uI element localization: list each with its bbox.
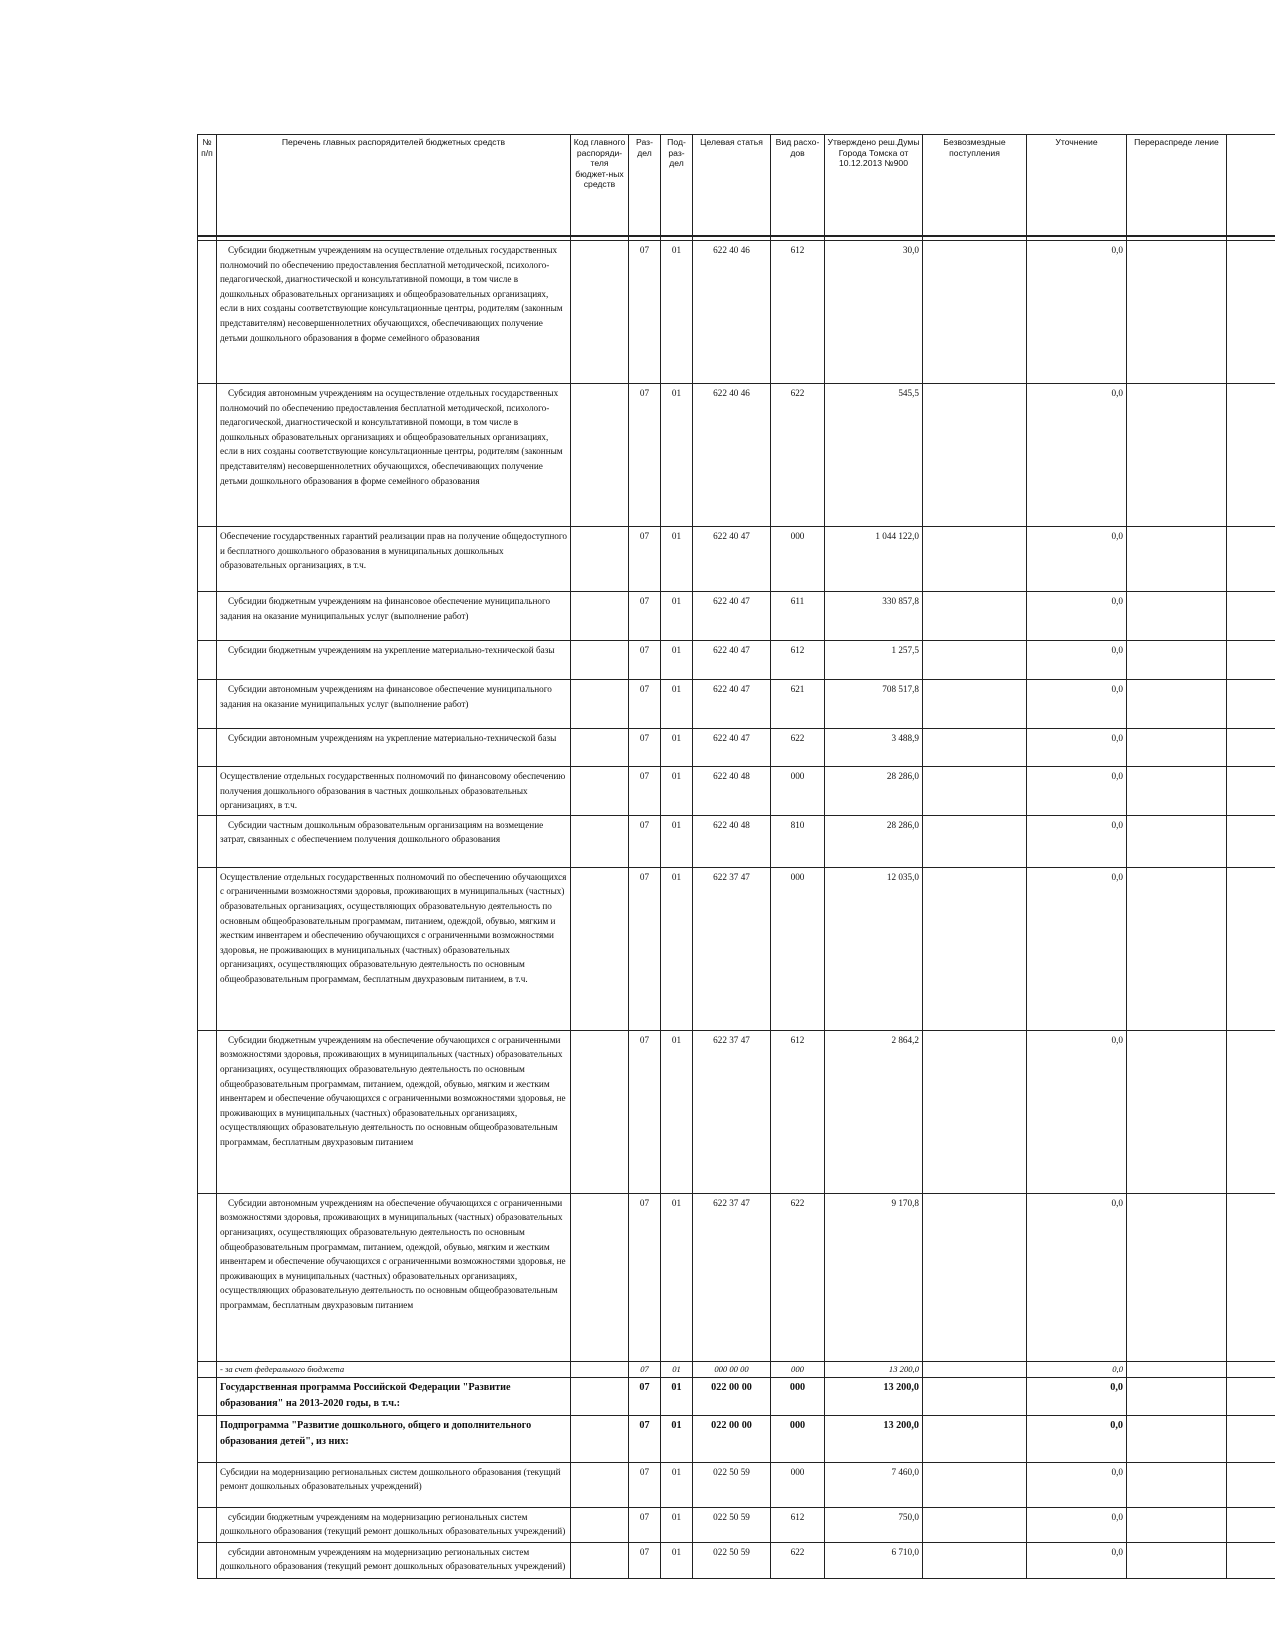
cell-redistrib [1127,1542,1227,1578]
cell-section: 07 [629,1193,661,1361]
cell-section: 07 [629,680,661,729]
table-row [198,867,1275,1030]
cell-code [571,680,629,729]
cell-approved: 6 710,0 [825,1542,923,1578]
cell-num [198,767,217,816]
cell-name: Осуществление отдельных государственных полномочий по обеспечению обучающихся с ограниченными возможностями здоровья, проживающих в муниципальных (частных) образовательных организациях, осуществляющих образовательную деятельность по основным общеобразовательным программам, питанием, одеждой, обувью, мягким и жестким инвентарем и обеспечению обучающихся с ограниченными возможностями здоровья, не проживающих в муниципальных (частных) образовательных организациях, осуществляющих образовательную деятельность по основным общеобразовательным программам, бесплатным двухразовым питанием, в т.ч. [217,867,571,1030]
cell-subsection: 01 [661,1193,693,1361]
cell-approved: 13 200,0 [825,1361,923,1377]
cell-redistrib [1127,680,1227,729]
cell-free [923,241,1027,384]
cell-code [571,384,629,527]
cell-refine: 0,0 [1027,680,1127,729]
cell-free [923,729,1027,767]
cell-approved: 7 460,0 [825,1462,923,1507]
cell-extra [1227,1462,1275,1507]
header-redistrib: Перераспреде ление [1127,135,1227,237]
cell-subsection: 01 [661,1462,693,1507]
cell-subsection: 01 [661,384,693,527]
cell-name: Осуществление отдельных государственных полномочий по финансовому обеспечению получения дошкольного образования в частных дошкольных образовательных организациях, в т.ч. [217,767,571,816]
cell-free [923,1462,1027,1507]
cell-redistrib [1127,867,1227,1030]
cell-name: Государственная программа Российской Федерации "Развитие образования" на 2013-2020 годы, в т.ч.: [217,1377,571,1415]
cell-num [198,680,217,729]
cell-section: 07 [629,1361,661,1377]
cell-subsection: 01 [661,867,693,1030]
cell-refine: 0,0 [1027,815,1127,867]
header-refine: Уточнение [1027,135,1127,237]
cell-target: 622 37 47 [693,867,771,1030]
table-row [198,384,1275,527]
cell-name: Субсидии бюджетным учреждениям на укрепление материально-технической базы [217,641,571,680]
header-free: Безвозмездные поступления [923,135,1027,237]
cell-num [198,1542,217,1578]
table-row [198,1507,1275,1542]
cell-redistrib [1127,1193,1227,1361]
cell-free [923,641,1027,680]
cell-section: 07 [629,1415,661,1462]
cell-free [923,1542,1027,1578]
cell-redistrib [1127,384,1227,527]
cell-exptype: 612 [771,1030,825,1193]
cell-section: 07 [629,729,661,767]
cell-refine: 0,0 [1027,592,1127,641]
cell-num [198,527,217,592]
header-exptype: Вид расхо-дов [771,135,825,237]
cell-name: Подпрограмма "Развитие дошкольного, общего и дополнительного образования детей", из них: [217,1415,571,1462]
cell-exptype: 622 [771,1542,825,1578]
header-section: Раз-дел [629,135,661,237]
cell-refine: 0,0 [1027,1361,1127,1377]
cell-code [571,241,629,384]
header-approved: Утверждено реш.Думы Города Томска от 10.12.2013 №900 [825,135,923,237]
cell-subsection: 01 [661,527,693,592]
cell-exptype: 622 [771,729,825,767]
cell-name: - за счет федерального бюджета [217,1361,571,1377]
table-row [198,1030,1275,1193]
cell-free [923,592,1027,641]
cell-redistrib [1127,592,1227,641]
cell-free [923,867,1027,1030]
cell-code [571,767,629,816]
cell-name: Субсидии бюджетным учреждениям на осуществление отдельных государственных полномочий по обеспечению предоставления бесплатной методической, психолого-педагогической, диагностической и консультативной помощи, в том числе в дошкольных образовательных организациях и общеобразовательных организациях, если в них созданы соответствующие консультационные центры, родителям (законным представителям) несовершеннолетних обучающихся, обеспечивающих получение детьми дошкольного образования в форме семейного образования [217,241,571,384]
cell-free [923,1377,1027,1415]
cell-refine: 0,0 [1027,641,1127,680]
cell-exptype: 000 [771,867,825,1030]
cell-refine: 0,0 [1027,729,1127,767]
cell-exptype: 000 [771,1361,825,1377]
cell-subsection: 01 [661,1030,693,1193]
header-num: № п/п [198,135,217,237]
cell-approved: 545,5 [825,384,923,527]
cell-code [571,1542,629,1578]
cell-subsection: 01 [661,592,693,641]
cell-extra [1227,1507,1275,1542]
cell-exptype: 612 [771,641,825,680]
table-row [198,1361,1275,1377]
cell-section: 07 [629,592,661,641]
cell-extra [1227,1542,1275,1578]
cell-num [198,1193,217,1361]
cell-target: 622 40 46 [693,384,771,527]
cell-num [198,1507,217,1542]
cell-refine: 0,0 [1027,1507,1127,1542]
cell-section: 07 [629,1377,661,1415]
cell-extra [1227,867,1275,1030]
cell-code [571,1507,629,1542]
table-row [198,815,1275,867]
cell-code [571,1361,629,1377]
cell-section: 07 [629,1030,661,1193]
cell-section: 07 [629,241,661,384]
cell-section: 07 [629,641,661,680]
cell-free [923,680,1027,729]
cell-section: 07 [629,527,661,592]
cell-exptype: 000 [771,767,825,816]
cell-free [923,1361,1027,1377]
table-row [198,527,1275,592]
cell-num [198,1361,217,1377]
cell-exptype: 000 [771,1377,825,1415]
cell-redistrib [1127,1361,1227,1377]
cell-redistrib [1127,1030,1227,1193]
table-row [198,1415,1275,1462]
cell-approved: 12 035,0 [825,867,923,1030]
cell-code [571,1193,629,1361]
cell-section: 07 [629,867,661,1030]
cell-extra [1227,527,1275,592]
cell-refine: 0,0 [1027,1377,1127,1415]
cell-redistrib [1127,527,1227,592]
cell-subsection: 01 [661,1361,693,1377]
cell-refine: 0,0 [1027,241,1127,384]
cell-subsection: 01 [661,767,693,816]
cell-exptype: 621 [771,680,825,729]
cell-extra [1227,815,1275,867]
cell-free [923,1507,1027,1542]
cell-section: 07 [629,815,661,867]
cell-redistrib [1127,1415,1227,1462]
cell-target: 622 40 48 [693,815,771,867]
header-code: Код главного распоряди-теля бюджет-ных средств [571,135,629,237]
cell-num [198,1415,217,1462]
table-row [198,641,1275,680]
cell-target: 622 40 47 [693,592,771,641]
cell-code [571,641,629,680]
table-row [198,1542,1275,1578]
cell-approved: 28 286,0 [825,815,923,867]
cell-target: 622 37 47 [693,1193,771,1361]
cell-refine: 0,0 [1027,1462,1127,1507]
cell-extra [1227,1193,1275,1361]
cell-refine: 0,0 [1027,527,1127,592]
header-subsection: Под-раз-дел [661,135,693,237]
cell-exptype: 622 [771,1193,825,1361]
cell-exptype: 612 [771,1507,825,1542]
cell-num [198,815,217,867]
cell-refine: 0,0 [1027,1193,1127,1361]
cell-redistrib [1127,729,1227,767]
cell-num [198,592,217,641]
cell-extra [1227,1030,1275,1193]
cell-free [923,384,1027,527]
cell-num [198,867,217,1030]
cell-target: 622 40 47 [693,729,771,767]
cell-extra [1227,1377,1275,1415]
cell-subsection: 01 [661,815,693,867]
cell-name: Субсидия автономным учреждениям на осуществление отдельных государственных полномочий по обеспечению предоставления бесплатной методической, психолого-педагогической, диагностической и консультативной помощи, в том числе в дошкольных образовательных организациях и общеобразовательных организациях, если в них созданы соответствующие консультационные центры, родителям (законным представителям) несовершеннолетних обучающихся, обеспечивающих получение детьми дошкольного образования в форме семейного образования [217,384,571,527]
cell-section: 07 [629,1462,661,1507]
cell-extra [1227,1415,1275,1462]
cell-extra [1227,680,1275,729]
cell-subsection: 01 [661,241,693,384]
cell-approved: 1 044 122,0 [825,527,923,592]
cell-target: 022 50 59 [693,1507,771,1542]
cell-code [571,1030,629,1193]
cell-redistrib [1127,1507,1227,1542]
cell-redistrib [1127,1462,1227,1507]
cell-approved: 708 517,8 [825,680,923,729]
header-extra [1227,135,1275,237]
cell-subsection: 01 [661,641,693,680]
cell-target: 622 40 46 [693,241,771,384]
cell-redistrib [1127,641,1227,680]
cell-free [923,1030,1027,1193]
cell-code [571,815,629,867]
cell-num [198,241,217,384]
cell-section: 07 [629,384,661,527]
cell-name: Субсидии бюджетным учреждениям на финансовое обеспечение муниципального задания на оказание муниципальных услуг (выполнение работ) [217,592,571,641]
cell-subsection: 01 [661,680,693,729]
cell-name: Обеспечение государственных гарантий реализации прав на получение общедоступного и бесплатного дошкольного образования в муниципальных дошкольных образовательных организациях, в т.ч. [217,527,571,592]
table-row [198,1193,1275,1361]
cell-exptype: 612 [771,241,825,384]
cell-target: 622 40 47 [693,680,771,729]
cell-section: 07 [629,1507,661,1542]
cell-code [571,1377,629,1415]
cell-refine: 0,0 [1027,867,1127,1030]
cell-num [198,384,217,527]
cell-approved: 28 286,0 [825,767,923,816]
cell-target: 000 00 00 [693,1361,771,1377]
cell-exptype: 810 [771,815,825,867]
cell-free [923,1193,1027,1361]
cell-free [923,527,1027,592]
cell-code [571,729,629,767]
table-body [198,241,1275,1579]
cell-exptype: 611 [771,592,825,641]
cell-extra [1227,641,1275,680]
cell-extra [1227,384,1275,527]
cell-refine: 0,0 [1027,1542,1127,1578]
cell-approved: 1 257,5 [825,641,923,680]
cell-num [198,729,217,767]
cell-approved: 9 170,8 [825,1193,923,1361]
cell-target: 622 40 47 [693,641,771,680]
cell-extra [1227,1361,1275,1377]
cell-refine: 0,0 [1027,384,1127,527]
cell-target: 622 40 48 [693,767,771,816]
cell-name: Субсидии автономным учреждениям на обеспечение обучающихся с ограниченными возможностями здоровья, проживающих в муниципальных (частных) образовательных организациях, осуществляющих образовательную деятельность по основным общеобразовательным программам, питанием, одеждой, обувью, мягким и жестким инвентарем и обеспечение обучающихся с ограниченными возможностями здоровья, не проживающих в муниципальных (частных) образовательных организациях, осуществляющих образовательную деятельность по основным общеобразовательным программам, бесплатным двухразовым питанием [217,1193,571,1361]
cell-refine: 0,0 [1027,1030,1127,1193]
cell-name: субсидии автономным учреждениям на модернизацию региональных систем дошкольного образования (текущий ремонт дошкольных образовательных учреждений) [217,1542,571,1578]
cell-approved: 30,0 [825,241,923,384]
table-row [198,241,1275,384]
cell-target: 022 00 00 [693,1415,771,1462]
cell-name: Субсидии бюджетным учреждениям на обеспечение обучающихся с ограниченными возможностями здоровья, проживающих в муниципальных (частных) образовательных организациях, осуществляющих образовательную деятельность по основным общеобразовательным программам, питанием, одеждой, обувью, мягким и жестким инвентарем и обеспечение обучающихся с ограниченными возможностями здоровья, не проживающих в муниципальных (частных) образовательных организациях, осуществляющих образовательную деятельность по основным общеобразовательным программам, бесплатным двухразовым питанием [217,1030,571,1193]
cell-approved: 2 864,2 [825,1030,923,1193]
cell-code [571,1462,629,1507]
cell-target: 622 37 47 [693,1030,771,1193]
cell-subsection: 01 [661,729,693,767]
cell-refine: 0,0 [1027,767,1127,816]
cell-refine: 0,0 [1027,1415,1127,1462]
cell-approved: 13 200,0 [825,1415,923,1462]
cell-redistrib [1127,241,1227,384]
cell-approved: 750,0 [825,1507,923,1542]
cell-code [571,1415,629,1462]
cell-num [198,1377,217,1415]
cell-free [923,1415,1027,1462]
cell-target: 622 40 47 [693,527,771,592]
cell-target: 022 00 00 [693,1377,771,1415]
cell-free [923,767,1027,816]
header-row [198,135,1275,237]
cell-extra [1227,241,1275,384]
cell-extra [1227,592,1275,641]
cell-extra [1227,729,1275,767]
cell-redistrib [1127,767,1227,816]
cell-subsection: 01 [661,1507,693,1542]
cell-exptype: 622 [771,384,825,527]
table-row [198,1462,1275,1507]
cell-exptype: 000 [771,527,825,592]
cell-subsection: 01 [661,1377,693,1415]
cell-redistrib [1127,1377,1227,1415]
cell-approved: 330 857,8 [825,592,923,641]
cell-section: 07 [629,1542,661,1578]
table-row [198,592,1275,641]
cell-code [571,527,629,592]
cell-name: Субсидии частным дошкольным образовательным организациям на возмещение затрат, связанных с обеспечением получения дошкольного образования [217,815,571,867]
header-name: Перечень главных распорядителей бюджетных средств [217,135,571,237]
cell-code [571,867,629,1030]
cell-approved: 13 200,0 [825,1377,923,1415]
header-target: Целевая статья [693,135,771,237]
cell-section: 07 [629,767,661,816]
table-row [198,680,1275,729]
cell-extra [1227,767,1275,816]
table-row [198,767,1275,816]
cell-code [571,592,629,641]
cell-approved: 3 488,9 [825,729,923,767]
cell-name: Субсидии автономным учреждениям на укрепление материально-технической базы [217,729,571,767]
cell-target: 022 50 59 [693,1462,771,1507]
cell-name: Субсидии на модернизацию региональных систем дошкольного образования (текущий ремонт дошкольных образовательных учреждений) [217,1462,571,1507]
cell-exptype: 000 [771,1462,825,1507]
cell-target: 022 50 59 [693,1542,771,1578]
budget-table [197,134,1275,1579]
cell-num [198,1030,217,1193]
table-row [198,729,1275,767]
cell-num [198,641,217,680]
budget-sheet [197,134,1275,1579]
cell-subsection: 01 [661,1542,693,1578]
cell-subsection: 01 [661,1415,693,1462]
cell-name: субсидии бюджетным учреждениям на модернизацию региональных систем дошкольного образования (текущий ремонт дошкольных образовательных учреждений) [217,1507,571,1542]
cell-redistrib [1127,815,1227,867]
table-row [198,1377,1275,1415]
cell-name: Субсидии автономным учреждениям на финансовое обеспечение муниципального задания на оказание муниципальных услуг (выполнение работ) [217,680,571,729]
cell-num [198,1462,217,1507]
cell-free [923,815,1027,867]
cell-exptype: 000 [771,1415,825,1462]
